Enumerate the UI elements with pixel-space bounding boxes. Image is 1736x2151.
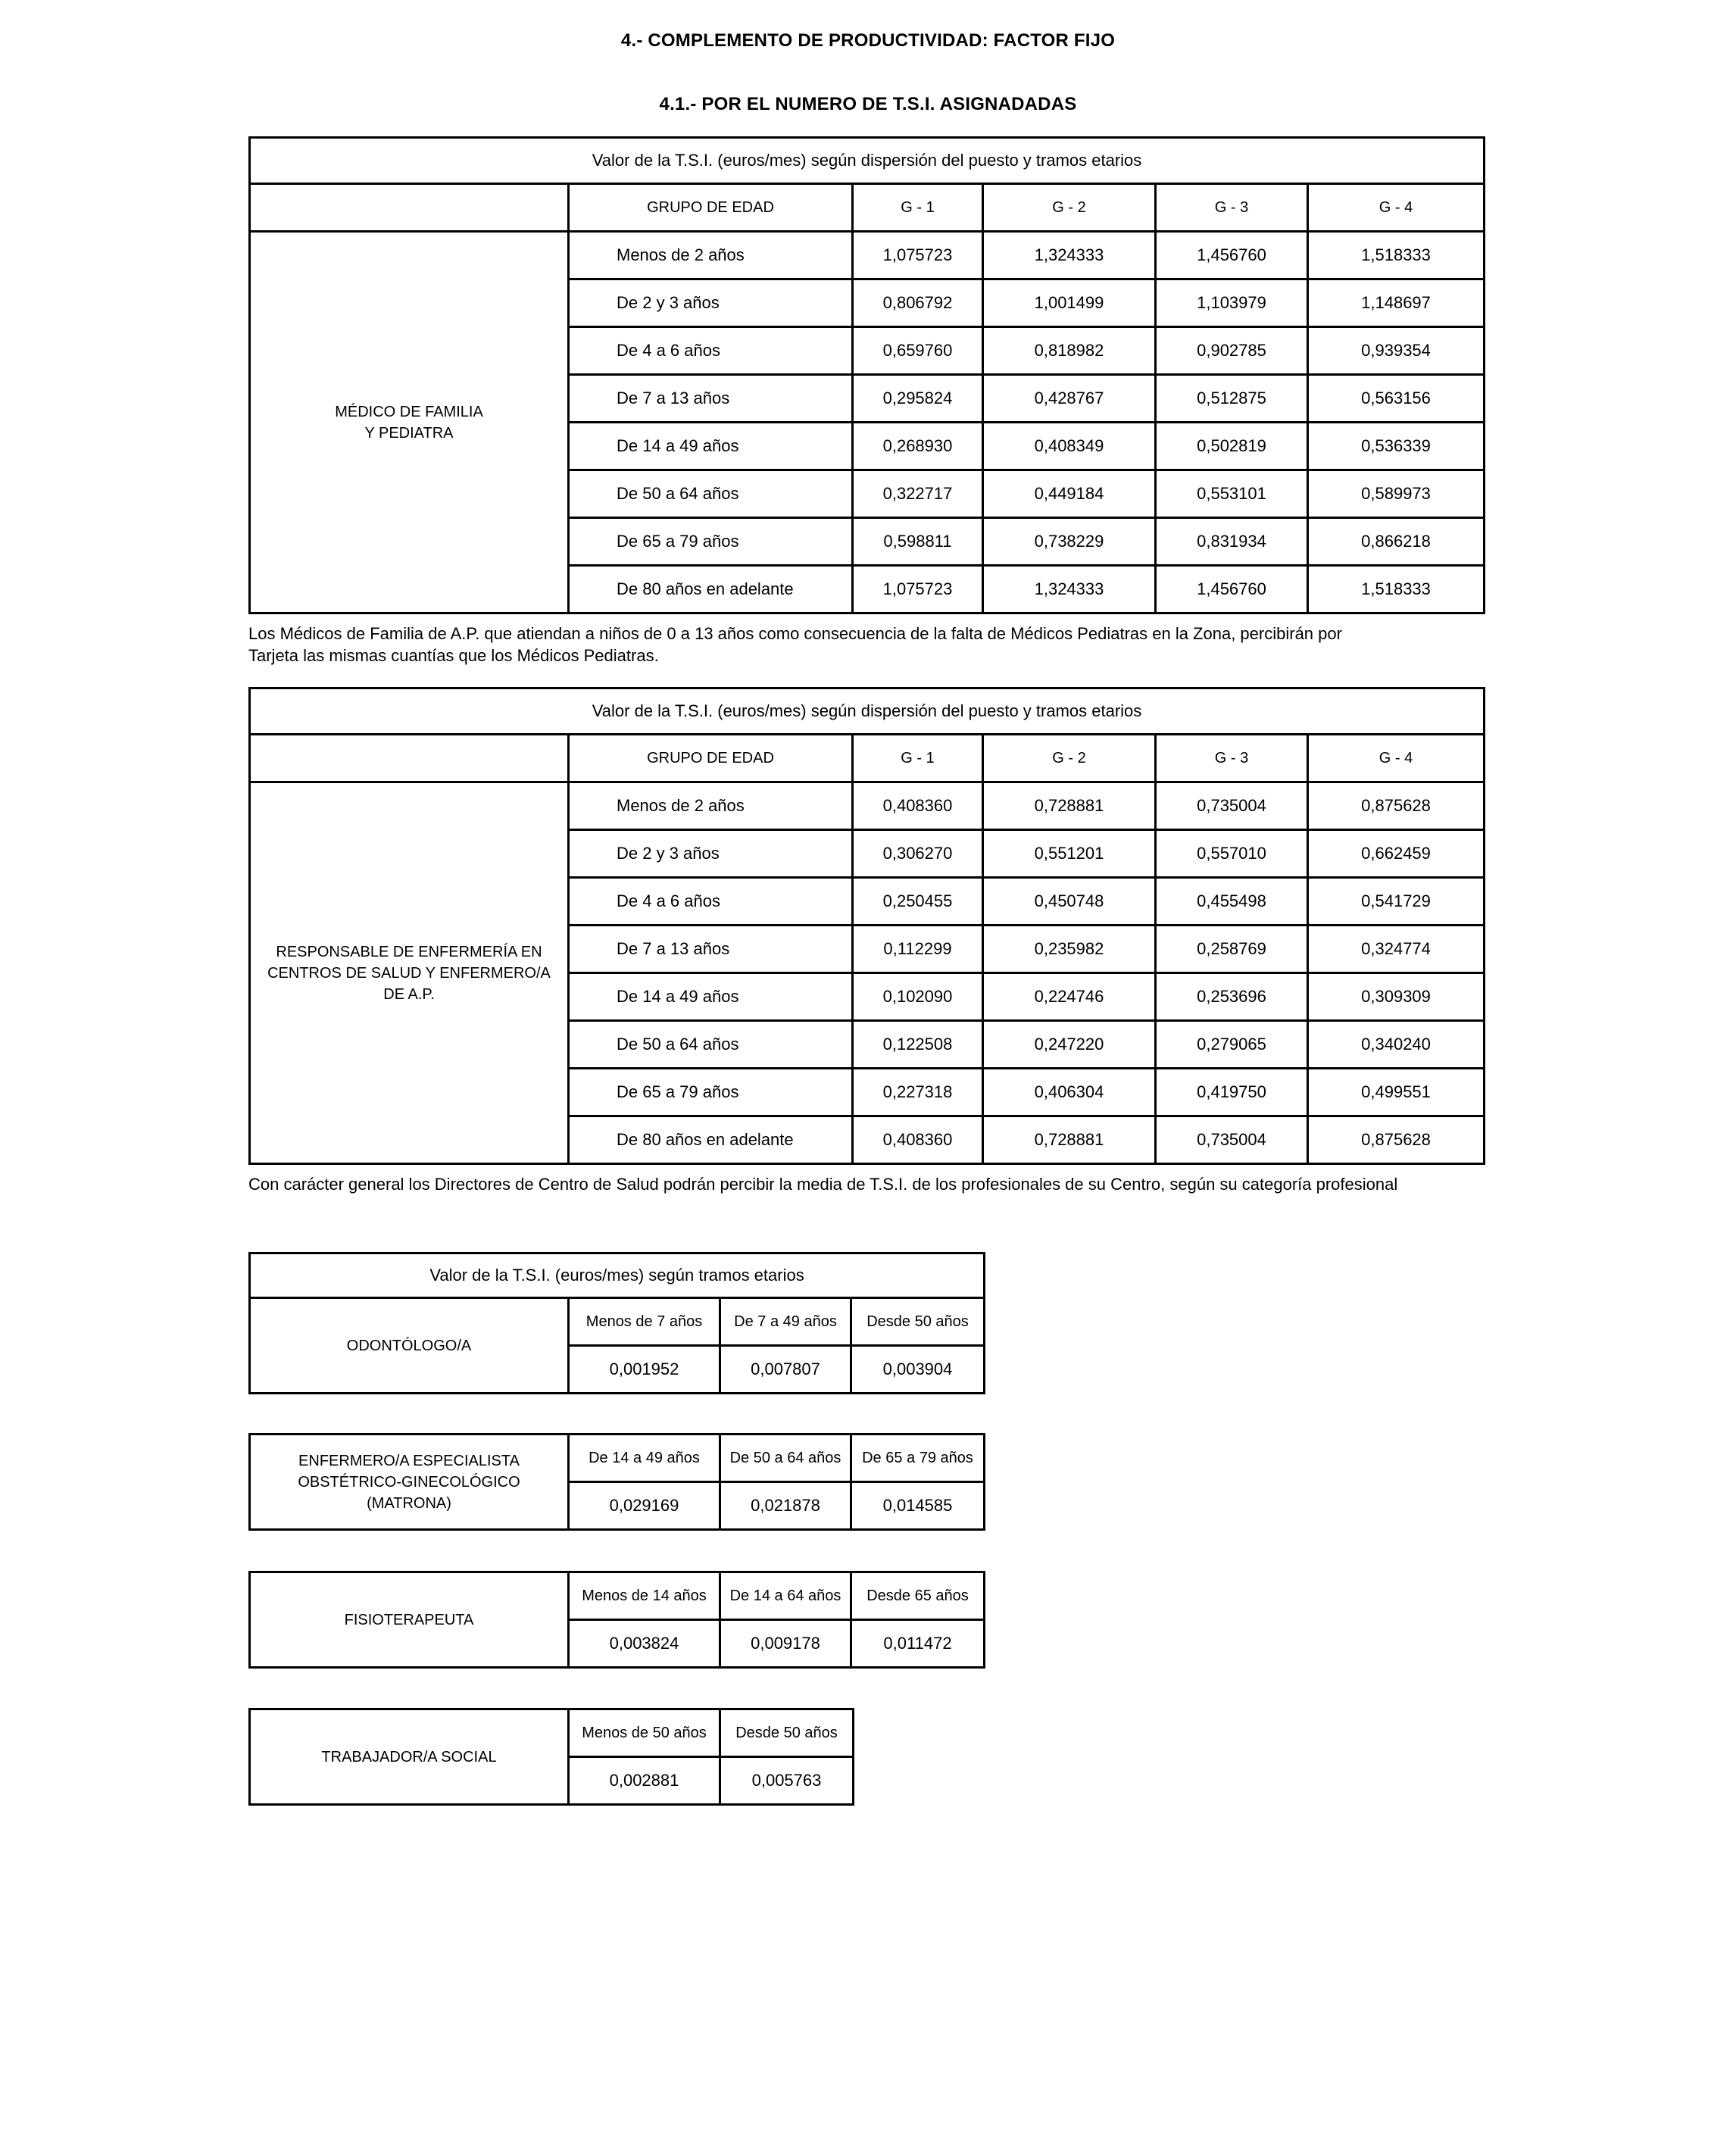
value-cell: 0,247220 bbox=[983, 1021, 1156, 1069]
value-cell: 1,075723 bbox=[853, 232, 983, 279]
age-range: De 80 años en adelante bbox=[569, 566, 853, 613]
category-cell: TRABAJADOR/A SOCIAL bbox=[250, 1709, 569, 1805]
column-header: G - 4 bbox=[1308, 184, 1485, 232]
category-cell bbox=[250, 782, 569, 1164]
column-header: Menos de 50 años bbox=[569, 1709, 720, 1757]
column-header: Menos de 14 años bbox=[569, 1572, 720, 1620]
value-cell: 0,728881 bbox=[983, 1116, 1156, 1164]
value-cell: 1,075723 bbox=[853, 566, 983, 613]
column-header: Desde 65 años bbox=[851, 1572, 985, 1620]
value-cell: 0,541729 bbox=[1308, 878, 1485, 926]
value-cell: 0,011472 bbox=[851, 1620, 985, 1668]
age-range: De 14 a 49 años bbox=[569, 423, 853, 470]
value-cell: 0,428767 bbox=[983, 375, 1156, 423]
value-cell: 1,456760 bbox=[1156, 232, 1308, 279]
tsi-table-trabajador-social bbox=[248, 1708, 854, 1806]
age-range: De 50 a 64 años bbox=[569, 470, 853, 518]
age-range: De 2 y 3 años bbox=[569, 279, 853, 327]
category-line: CENTROS DE SALUD Y ENFERMERO/A bbox=[267, 964, 551, 982]
category-line: ENFERMERO/A ESPECIALISTA bbox=[298, 1452, 520, 1469]
tsi-table-enfermeria bbox=[248, 687, 1485, 1165]
column-header: De 65 a 79 años bbox=[851, 1435, 985, 1482]
value-cell: 0,122508 bbox=[853, 1021, 983, 1069]
note-directores: Con carácter general los Directores de Centro de Salud podrán percibir la media de T.S.I. de los profesionales de su Centro, según su categoría profesional bbox=[248, 1175, 1398, 1194]
value-cell: 0,002881 bbox=[569, 1757, 720, 1805]
value-cell: 1,518333 bbox=[1308, 232, 1485, 279]
value-cell: 0,408360 bbox=[853, 1116, 983, 1164]
value-cell: 0,003904 bbox=[851, 1346, 985, 1394]
age-range: De 50 a 64 años bbox=[569, 1021, 853, 1069]
column-header: Desde 50 años bbox=[851, 1298, 985, 1346]
value-cell: 0,902785 bbox=[1156, 327, 1308, 375]
value-cell: 0,866218 bbox=[1308, 518, 1485, 566]
value-cell: 0,309309 bbox=[1308, 973, 1485, 1021]
column-header: G - 3 bbox=[1156, 184, 1308, 232]
age-range: De 4 a 6 años bbox=[569, 327, 853, 375]
value-cell: 0,553101 bbox=[1156, 470, 1308, 518]
column-header: De 50 a 64 años bbox=[720, 1435, 851, 1482]
column-header: G - 1 bbox=[853, 184, 983, 232]
age-range: De 65 a 79 años bbox=[569, 518, 853, 566]
value-cell: 0,340240 bbox=[1308, 1021, 1485, 1069]
page-heading: 4.- COMPLEMENTO DE PRODUCTIVIDAD: FACTOR FIJO bbox=[620, 30, 1116, 51]
value-cell: 0,253696 bbox=[1156, 973, 1308, 1021]
tsi-table-odontologo bbox=[248, 1252, 985, 1394]
value-cell: 0,021878 bbox=[720, 1482, 851, 1530]
column-header: De 14 a 49 años bbox=[569, 1435, 720, 1482]
value-cell: 0,224746 bbox=[983, 973, 1156, 1021]
age-range: De 80 años en adelante bbox=[569, 1116, 853, 1164]
note-line: Los Médicos de Familia de A.P. que atiendan a niños de 0 a 13 años como consecuencia de la falta de Médicos Pediatras en la Zona, percibirán por bbox=[248, 624, 1342, 643]
value-cell: 0,502819 bbox=[1156, 423, 1308, 470]
value-cell: 0,005763 bbox=[720, 1757, 854, 1805]
empty-header-cell bbox=[250, 184, 569, 232]
value-cell: 0,295824 bbox=[853, 375, 983, 423]
tsi-table-matrona bbox=[248, 1433, 985, 1531]
tsi-table-fisioterapeuta bbox=[248, 1571, 985, 1669]
value-cell: 1,324333 bbox=[983, 566, 1156, 613]
age-range: De 4 a 6 años bbox=[569, 878, 853, 926]
value-cell: 0,662459 bbox=[1308, 830, 1485, 878]
age-range: De 7 a 13 años bbox=[569, 375, 853, 423]
column-header: G - 1 bbox=[853, 735, 983, 782]
value-cell: 0,589973 bbox=[1308, 470, 1485, 518]
category-cell: ODONTÓLOGO/A bbox=[250, 1298, 569, 1394]
category-line: (MATRONA) bbox=[367, 1494, 451, 1512]
column-header: G - 2 bbox=[983, 184, 1156, 232]
age-range: Menos de 2 años bbox=[569, 782, 853, 830]
value-cell: 0,939354 bbox=[1308, 327, 1485, 375]
value-cell: 0,406304 bbox=[983, 1069, 1156, 1116]
value-cell: 0,536339 bbox=[1308, 423, 1485, 470]
value-cell: 0,659760 bbox=[853, 327, 983, 375]
value-cell: 0,009178 bbox=[720, 1620, 851, 1668]
value-cell: 0,875628 bbox=[1308, 1116, 1485, 1164]
group-header: GRUPO DE EDAD bbox=[569, 184, 853, 232]
age-range: De 7 a 13 años bbox=[569, 926, 853, 973]
value-cell: 1,324333 bbox=[983, 232, 1156, 279]
table-title: Valor de la T.S.I. (euros/mes) según tramos etarios bbox=[250, 1253, 985, 1298]
value-cell: 0,014585 bbox=[851, 1482, 985, 1530]
category-line: RESPONSABLE DE ENFERMERÍA EN bbox=[276, 943, 542, 960]
value-cell: 0,831934 bbox=[1156, 518, 1308, 566]
tsi-table-medico bbox=[248, 136, 1485, 614]
column-header: De 7 a 49 años bbox=[720, 1298, 851, 1346]
age-range: De 2 y 3 años bbox=[569, 830, 853, 878]
value-cell: 0,408349 bbox=[983, 423, 1156, 470]
value-cell: 0,279065 bbox=[1156, 1021, 1308, 1069]
value-cell: 0,563156 bbox=[1308, 375, 1485, 423]
value-cell: 0,598811 bbox=[853, 518, 983, 566]
value-cell: 0,306270 bbox=[853, 830, 983, 878]
table-title: Valor de la T.S.I. (euros/mes) según dispersión del puesto y tramos etarios bbox=[250, 138, 1485, 184]
column-header: G - 2 bbox=[983, 735, 1156, 782]
column-header: Menos de 7 años bbox=[569, 1298, 720, 1346]
value-cell: 1,103979 bbox=[1156, 279, 1308, 327]
value-cell: 0,450748 bbox=[983, 878, 1156, 926]
note-medico bbox=[248, 623, 1483, 667]
value-cell: 0,003824 bbox=[569, 1620, 720, 1668]
value-cell: 0,512875 bbox=[1156, 375, 1308, 423]
value-cell: 0,449184 bbox=[983, 470, 1156, 518]
value-cell: 0,112299 bbox=[853, 926, 983, 973]
page-subheading: 4.1.- POR EL NUMERO DE T.S.I. ASIGNADADAS bbox=[659, 94, 1077, 114]
group-header: GRUPO DE EDAD bbox=[569, 735, 853, 782]
column-header: De 14 a 64 años bbox=[720, 1572, 851, 1620]
category-line: Y PEDIATRA bbox=[364, 424, 454, 442]
empty-header-cell bbox=[250, 735, 569, 782]
value-cell: 0,818982 bbox=[983, 327, 1156, 375]
value-cell: 0,728881 bbox=[983, 782, 1156, 830]
value-cell: 0,551201 bbox=[983, 830, 1156, 878]
age-range: De 14 a 49 años bbox=[569, 973, 853, 1021]
age-range: Menos de 2 años bbox=[569, 232, 853, 279]
value-cell: 0,499551 bbox=[1308, 1069, 1485, 1116]
category-line: OBSTÉTRICO-GINECOLÓGICO bbox=[298, 1473, 520, 1491]
age-range: De 65 a 79 años bbox=[569, 1069, 853, 1116]
value-cell: 0,102090 bbox=[853, 973, 983, 1021]
value-cell: 0,007807 bbox=[720, 1346, 851, 1394]
value-cell: 0,455498 bbox=[1156, 878, 1308, 926]
value-cell: 0,227318 bbox=[853, 1069, 983, 1116]
value-cell: 0,268930 bbox=[853, 423, 983, 470]
value-cell: 0,235982 bbox=[983, 926, 1156, 973]
column-header: G - 3 bbox=[1156, 735, 1308, 782]
category-cell bbox=[250, 1435, 569, 1530]
value-cell: 0,322717 bbox=[853, 470, 983, 518]
category-cell: FISIOTERAPEUTA bbox=[250, 1572, 569, 1668]
value-cell: 0,735004 bbox=[1156, 1116, 1308, 1164]
value-cell: 1,001499 bbox=[983, 279, 1156, 327]
value-cell: 0,408360 bbox=[853, 782, 983, 830]
note-line: Tarjeta las mismas cuantías que los Médicos Pediatras. bbox=[248, 646, 659, 665]
value-cell: 0,324774 bbox=[1308, 926, 1485, 973]
value-cell: 1,148697 bbox=[1308, 279, 1485, 327]
value-cell: 0,001952 bbox=[569, 1346, 720, 1394]
value-cell: 0,029169 bbox=[569, 1482, 720, 1530]
value-cell: 0,806792 bbox=[853, 279, 983, 327]
value-cell: 0,557010 bbox=[1156, 830, 1308, 878]
column-header: G - 4 bbox=[1308, 735, 1485, 782]
table-title: Valor de la T.S.I. (euros/mes) según dispersión del puesto y tramos etarios bbox=[250, 688, 1485, 735]
category-line: DE A.P. bbox=[383, 985, 435, 1003]
value-cell: 1,518333 bbox=[1308, 566, 1485, 613]
column-header: Desde 50 años bbox=[720, 1709, 854, 1757]
value-cell: 0,875628 bbox=[1308, 782, 1485, 830]
value-cell: 0,258769 bbox=[1156, 926, 1308, 973]
value-cell: 0,735004 bbox=[1156, 782, 1308, 830]
value-cell: 0,738229 bbox=[983, 518, 1156, 566]
value-cell: 1,456760 bbox=[1156, 566, 1308, 613]
value-cell: 0,419750 bbox=[1156, 1069, 1308, 1116]
category-cell bbox=[250, 232, 569, 613]
value-cell: 0,250455 bbox=[853, 878, 983, 926]
category-line: MÉDICO DE FAMILIA bbox=[335, 403, 483, 420]
